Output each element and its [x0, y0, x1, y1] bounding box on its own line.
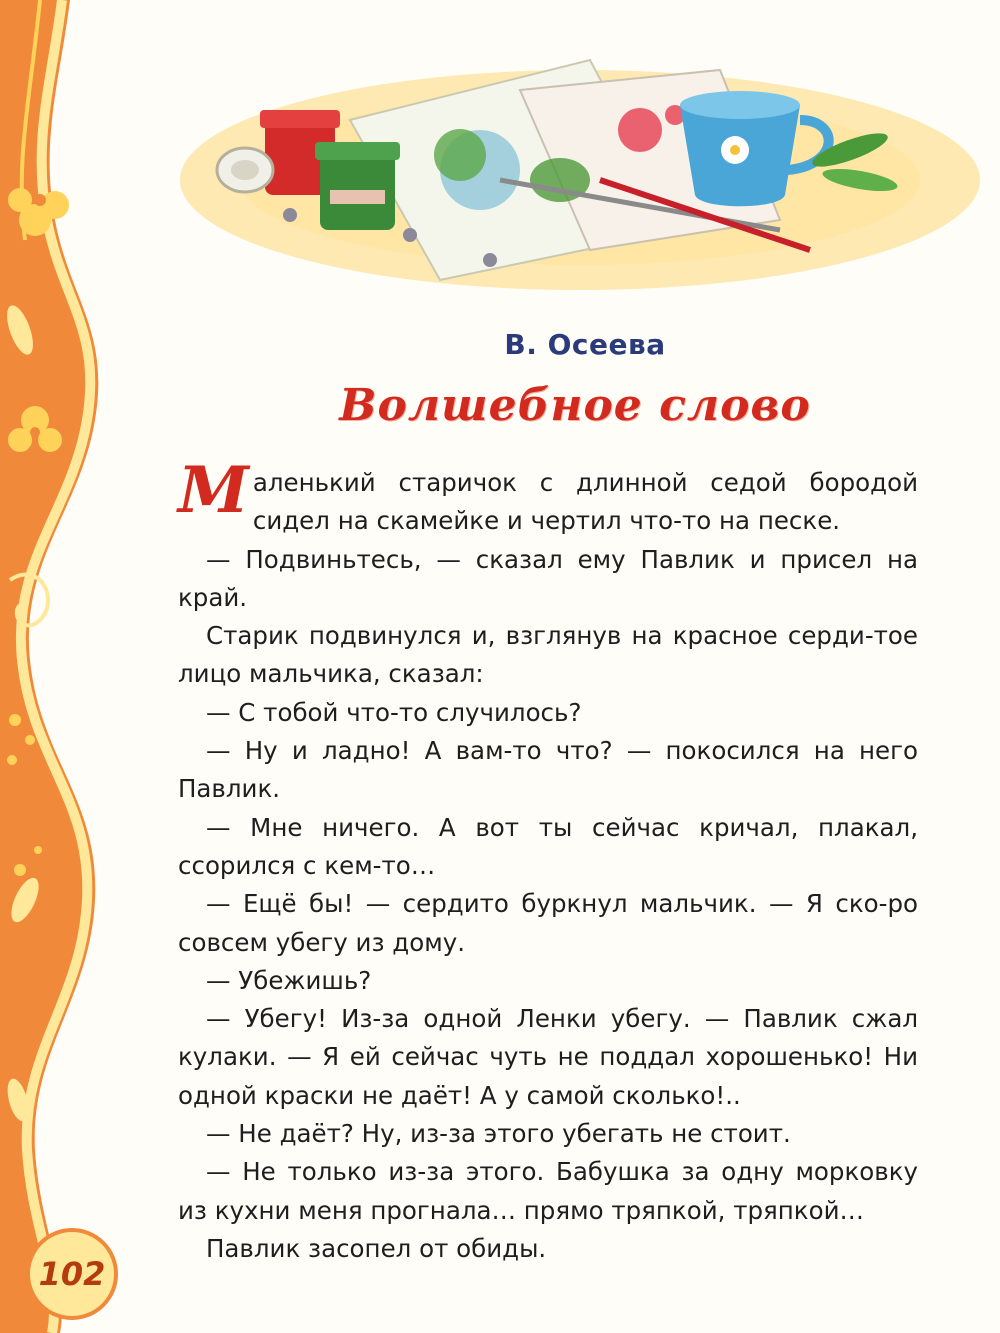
paragraph: — Убегу! Из-за одной Ленки убегу. — Павлик сжал кулаки. — Я ей сейчас чуть не поддал хорошенько! Ни одной краски не даёт! А у самой сколько!..	[178, 1004, 918, 1110]
story-text	[178, 453, 918, 1268]
paragraph: — Подвиньтесь, — сказал ему Павлик и присел на край.	[178, 544, 918, 612]
page-number: 102	[26, 1228, 118, 1320]
paragraph: Маленький старичок с длинной седой бородой сидел на скамейке и чертил что-то на песке.	[178, 453, 918, 536]
paragraph: — Ну и ладно! А вам-то что? — покосился на него Павлик.	[178, 736, 918, 804]
paragraph: — Убежишь?	[206, 965, 372, 995]
header-illustration	[160, 20, 980, 320]
author-name: В. Осеева	[504, 328, 666, 361]
paint-jar-icon	[315, 142, 400, 230]
paragraph: — Не даёт? Ну, из-за этого убегать не стоит.	[206, 1119, 791, 1149]
story-title: Волшебное слово	[339, 380, 811, 431]
drop-cap: М	[178, 453, 249, 528]
paragraph: — С тобой что-то случилось?	[206, 697, 582, 727]
paragraph: Павлик засопел от обиды.	[206, 1233, 547, 1263]
paragraph: — Не только из-за этого. Бабушка за одну морковку из кухни меня прогнала… прямо тряпкой, тряпкой…	[178, 1157, 918, 1225]
paragraph: — Мне ничего. А вот ты сейчас кричал, плакал, ссорился с кем-то…	[178, 812, 918, 880]
decorative-border	[0, 0, 180, 1333]
paragraph: — Ещё бы! — сердито буркнул мальчик. — Я ско-ро совсем убегу из дому.	[178, 889, 918, 957]
paragraph: Старик подвинулся и, взглянув на красное серди-тое лицо мальчика, сказал:	[178, 621, 918, 689]
